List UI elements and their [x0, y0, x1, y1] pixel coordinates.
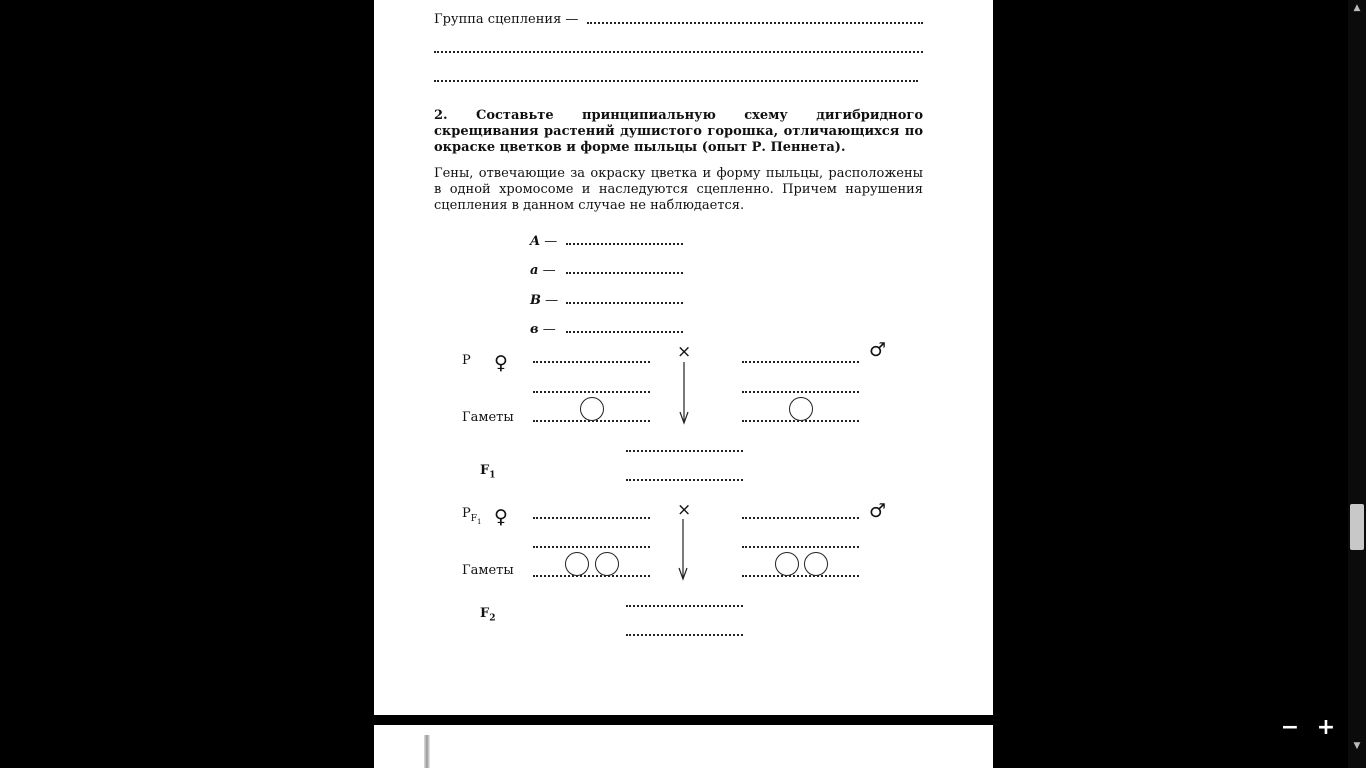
gene-row — [530, 293, 558, 308]
gene-symbol: a — [530, 263, 539, 278]
scroll-up-icon[interactable]: ▲ — [1353, 3, 1361, 13]
gene-row — [530, 234, 557, 249]
scrollbar-thumb[interactable] — [1350, 504, 1364, 550]
answer-line — [566, 243, 683, 245]
answer-line — [434, 51, 923, 53]
f2-label: $F_2$ — [480, 606, 496, 624]
linkage-group-label: Группа сцепления — — [434, 12, 579, 27]
answer-line — [533, 361, 650, 363]
answer-line — [566, 302, 683, 304]
female-icon: ♀ — [494, 352, 508, 374]
answer-line — [742, 361, 859, 363]
gene-symbol: A — [530, 234, 541, 249]
answer-line — [626, 479, 743, 481]
gametes-label: Гаметы — [462, 410, 514, 425]
down-arrow-icon — [680, 412, 688, 423]
gamete-circle — [565, 552, 589, 576]
gametes-label: Гаметы — [462, 563, 514, 578]
gamete-circle — [580, 397, 604, 421]
answer-line — [626, 605, 743, 607]
p-label: P — [462, 353, 471, 368]
gene-dash: — — [545, 293, 559, 308]
answer-line — [626, 634, 743, 636]
scroll-down-icon[interactable]: ▼ — [1353, 741, 1361, 751]
gene-symbol: в — [530, 322, 539, 337]
answer-line — [566, 272, 683, 274]
document-page-next — [374, 725, 993, 768]
gamete-circle — [775, 552, 799, 576]
zoom-out-button[interactable]: − — [1280, 715, 1300, 740]
answer-line — [566, 331, 683, 333]
answer-line — [533, 575, 650, 577]
zoom-in-button[interactable]: + — [1316, 715, 1336, 740]
f1-label: $F_1$ — [480, 463, 496, 481]
gene-row — [530, 263, 556, 278]
answer-line — [533, 546, 650, 548]
answer-line — [742, 517, 859, 519]
gamete-circle — [595, 552, 619, 576]
answer-line — [587, 22, 923, 24]
vertical-scrollbar[interactable] — [1348, 0, 1366, 768]
male-icon: ♂ — [869, 500, 887, 522]
task2-heading: 2. Составьте принципиальную схему дигибридного скрещивания растений душистого горошка, отличающихся по окраске цветков и форме пыльцы (опыт Р. Пеннета). — [434, 108, 923, 155]
gene-dash: — — [544, 234, 558, 249]
document-page — [374, 0, 993, 715]
gamete-circle — [804, 552, 828, 576]
gene-row — [530, 322, 556, 337]
answer-line — [533, 391, 650, 393]
answer-line — [434, 80, 918, 82]
task2-body: Гены, отвечающие за окраску цветка и форму пыльцы, расположены в одной хромосоме и наследуются сцепленно. Причем нарушения сцепления в данном случае не наблюдается. — [434, 166, 923, 213]
gamete-circle — [789, 397, 813, 421]
answer-line — [626, 450, 743, 452]
gene-dash: — — [542, 263, 556, 278]
answer-line — [742, 546, 859, 548]
gene-symbol: B — [530, 293, 541, 308]
gene-dash: — — [542, 322, 556, 337]
down-arrow-icon — [679, 568, 687, 579]
answer-line — [742, 575, 859, 577]
pf1-label: $P_{F_1}$ — [462, 506, 482, 526]
female-icon: ♀ — [494, 506, 508, 528]
cross-icon: × — [677, 342, 692, 362]
cross-icon: × — [677, 500, 692, 520]
answer-line — [742, 391, 859, 393]
answer-line — [533, 517, 650, 519]
male-icon: ♂ — [869, 339, 887, 361]
page-fold-shadow — [424, 735, 430, 768]
